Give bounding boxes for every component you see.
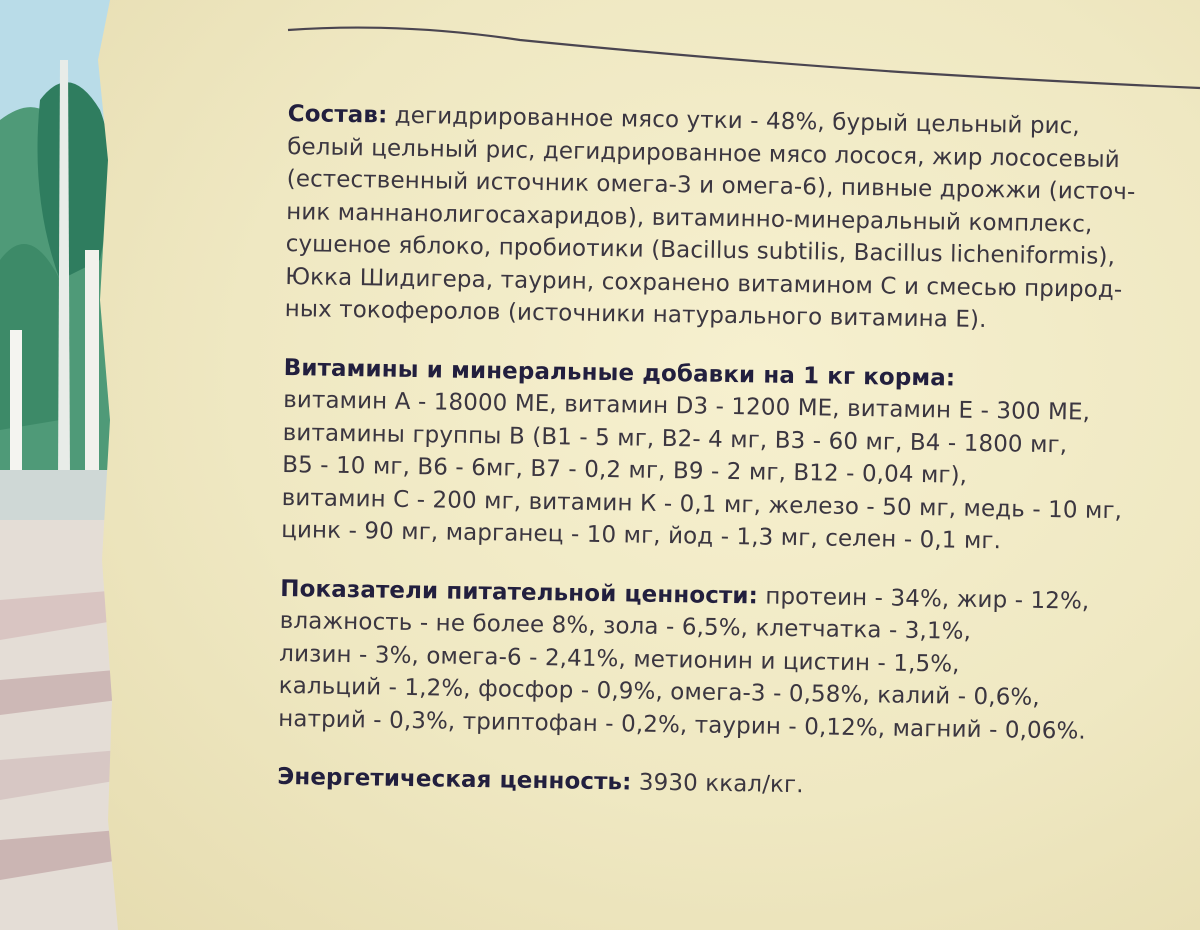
composition-line: белый цельный рис, дегидрированное мясо лосося, жир лососевый bbox=[287, 133, 1121, 173]
nutrition-line: влажность - не более 8%, зола - 6,5%, клетчатка - 3,1%, bbox=[279, 607, 972, 645]
vitamins-line: витамин А - 18000 МЕ, витамин D3 - 1200 МЕ, витамин Е - 300 МЕ, bbox=[283, 386, 1091, 426]
composition-line: Юкка Шидигера, таурин, сохранено витамином С и смесью природ- bbox=[284, 263, 1123, 303]
vitamins-line: витамин С - 200 мг, витамин К - 0,1 мг, железо - 50 мг, медь - 10 мг, bbox=[281, 484, 1123, 524]
composition-line: ных токоферолов (источники натурального витамина Е). bbox=[284, 295, 987, 333]
vitamins-heading: Витамины и минеральные добавки на 1 кг корма: bbox=[283, 354, 956, 392]
nutrition-line: лизин - 3%, омега-6 - 2,41%, метионин и цистин - 1,5%, bbox=[279, 640, 960, 678]
composition-line: ник маннанолигосахаридов), витаминно-минеральный комплекс, bbox=[286, 198, 1093, 238]
nutrition-line: кальций - 1,2%, фосфор - 0,9%, омега-3 - 0,58%, калий - 0,6%, bbox=[278, 672, 1040, 711]
nutrition-heading: Показатели питательной ценности: bbox=[280, 575, 759, 609]
vitamins-line: цинк - 90 мг, марганец - 10 мг, йод - 1,3 мг, селен - 0,1 мг. bbox=[281, 516, 1002, 555]
energy-value: 3930 ккал/кг. bbox=[638, 769, 804, 799]
composition-line: (естественный источник омега-3 и омега-6), пивные дрожжи (источ- bbox=[286, 165, 1136, 206]
label-text-block bbox=[277, 98, 1168, 807]
vitamins-line: витамины группы В (В1 - 5 мг, В2- 4 мг, В3 - 60 мг, В4 - 1800 мг, bbox=[282, 419, 1068, 458]
composition-line: сушеное яблоко, пробиотики (Bacillus subtilis, Bacillus licheniformis), bbox=[285, 230, 1116, 271]
composition-heading: Состав: bbox=[287, 100, 388, 129]
energy-heading: Энергетическая ценность: bbox=[277, 763, 632, 796]
nutrition-line: натрий - 0,3%, триптофан - 0,2%, таурин - 0,12%, магний - 0,06%. bbox=[278, 705, 1087, 745]
vitamins-line: В5 - 10 мг, В6 - 6мг, В7 - 0,2 мг, В9 - 2 мг, В12 - 0,04 мг), bbox=[282, 451, 968, 489]
nutrition-text: протеин - 34%, жир - 12%, bbox=[765, 583, 1090, 615]
composition-text: дегидрированное мясо утки - 48%, бурый цельный рис, bbox=[394, 102, 1081, 140]
